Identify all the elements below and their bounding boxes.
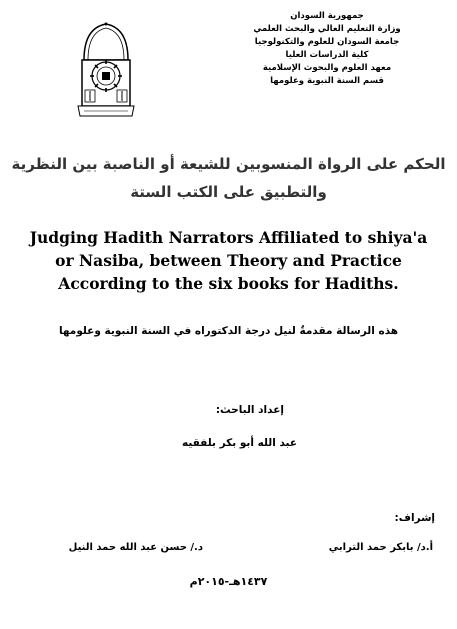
researcher-name: عبد الله أبو بكر بلفقيه [181, 437, 297, 449]
university-crest-icon [76, 20, 136, 118]
institution-header [237, 10, 417, 88]
thesis-title-arabic-line-2: والتطبيق على الكتب الستة [130, 183, 327, 201]
thesis-title-english-line-3: According to the six books for Hadiths. [58, 274, 399, 293]
thesis-title-arabic-line-1: الحكم على الرواة المنسوبين للشيعة أو الناصبة بين النظرية [11, 155, 446, 173]
institution-line-country: جمهورية السودان [290, 11, 364, 21]
thesis-title-english [0, 226, 457, 295]
submission-date: ١٤٣٧هـ-٢٠١٥م [189, 575, 268, 588]
institution-line-institute: معهد العلوم والبحوث الإسلامية [262, 63, 392, 73]
thesis-title-english-line-2: or Nasiba, between Theory and Practice [55, 251, 402, 270]
institution-line-department: قسم السنة النبوية وعلومها [270, 76, 384, 86]
supervisor-1-name: أ.د/ بابكر حمد الترابي [328, 542, 433, 553]
thesis-title-english-line-1: Judging Hadith Narrators Affiliated to shiya'a [29, 228, 428, 247]
supervisor-2-name: د./ حسن عبد الله حمد النيل [68, 542, 203, 553]
institution-line-college: كلية الدراسات العليا [285, 50, 369, 60]
thesis-degree-note: هذه الرسالة مقدمةٌ لنيل درجة الدكتوراه في السنة النبوية وعلومها [58, 325, 399, 337]
institution-line-university: جامعة السودان للعلوم والتكنولوجيا [254, 37, 400, 47]
researcher-label: إعداد الباحث: [215, 404, 284, 416]
supervision-label: إشراف: [394, 512, 435, 524]
institution-line-ministry: وزارة التعليم العالي والبحث العلمي [253, 24, 401, 34]
